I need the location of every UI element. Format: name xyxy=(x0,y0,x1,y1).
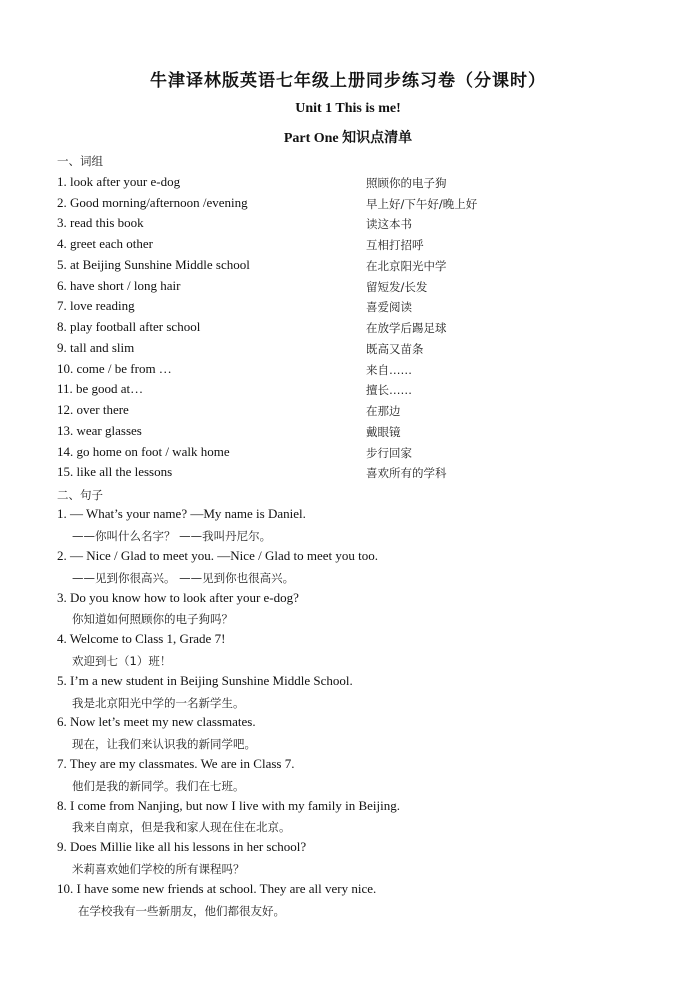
sentence-en: 3. Do you know how to look after your e-dog? xyxy=(57,590,299,605)
sentence-en: 8. I come from Nanjing, but now I live with my family in Beijing. xyxy=(57,798,401,813)
phrase-en: 14. go home on foot / walk home xyxy=(57,444,230,459)
phrase-en: 5. at Beijing Sunshine Middle school xyxy=(57,257,250,272)
phrase-en: 3. read this book xyxy=(57,215,144,230)
sentence-en: 4. Welcome to Class 1, Grade 7! xyxy=(57,631,226,646)
sentence-en: 5. I’m a new student in Beijing Sunshine Middle School. xyxy=(57,673,353,688)
phrase-cn: 在北京阳光中学 xyxy=(366,259,447,273)
sentence-cn: 米莉喜欢她们学校的所有课程吗？ xyxy=(72,862,245,876)
phrase-cn: 步行回家 xyxy=(366,446,412,460)
phrase-en: 12. over there xyxy=(57,402,129,417)
phrase-en: 10. come / be from … xyxy=(57,361,172,376)
phrase-en: 13. wear glasses xyxy=(57,423,142,438)
sentence-en: 2. — Nice / Glad to meet you. —Nice / Glad to meet you too. xyxy=(57,548,378,563)
phrase-en: 8. play football after school xyxy=(57,319,201,334)
sentence-en: 7. They are my classmates. We are in Class 7. xyxy=(57,756,295,771)
phrase-en: 7. love reading xyxy=(57,298,135,313)
sentence-cn: 在学校我有一些新朋友，他们都很友好。 xyxy=(78,904,285,918)
phrase-en: 1. look after your e-dog xyxy=(57,174,181,189)
sentence-cn: 欢迎到七（1）班！ xyxy=(72,654,172,668)
phrase-cn: 在那边 xyxy=(366,404,401,418)
phrase-cn: 互相打招呼 xyxy=(366,238,424,252)
phrase-en: 2. Good morning/afternoon /evening xyxy=(57,195,248,210)
phrase-en: 4. greet each other xyxy=(57,236,154,251)
phrase-cn: 既高又苗条 xyxy=(366,342,424,356)
phrase-en: 6. have short / long hair xyxy=(57,278,181,293)
phrase-cn: 照顾你的电子狗 xyxy=(366,176,447,190)
phrase-cn: 留短发/长发 xyxy=(366,280,428,294)
sentence-en: 6. Now let’s meet my new classmates. xyxy=(57,714,256,729)
phrase-cn: 早上好/下午好/晚上好 xyxy=(366,197,478,211)
sentence-cn: 他们是我的新同学。我们在七班。 xyxy=(72,779,245,793)
sentence-cn: ——见到你很高兴。 ——见到你也很高兴。 xyxy=(72,571,295,585)
sentence-cn: 我来自南京，但是我和家人现在住在北京。 xyxy=(72,820,291,834)
phrase-cn: 擅长…… xyxy=(366,383,412,397)
sentence-cn: 你知道如何照顾你的电子狗吗？ xyxy=(72,612,233,626)
phrase-cn: 喜爱阅读 xyxy=(366,300,412,314)
sentence-cn: ——你叫什么名字？ ——我叫丹尼尔。 xyxy=(72,529,272,543)
phrase-en: 15. like all the lessons xyxy=(57,464,173,479)
document-title: 牛津译林版英语七年级上册同步练习卷（分课时） xyxy=(150,71,546,91)
phrase-en: 9. tall and slim xyxy=(57,340,135,355)
sentence-en: 1. — What’s your name? —My name is Daniel. xyxy=(57,506,306,521)
phrase-cn: 来自…… xyxy=(366,363,412,377)
phrase-cn: 在放学后踢足球 xyxy=(366,321,447,335)
sentence-cn: 现在，让我们来认识我的新同学吧。 xyxy=(72,737,256,751)
phrase-cn: 读这本书 xyxy=(366,217,412,231)
phrase-cn: 喜欢所有的学科 xyxy=(366,466,447,480)
sentences-heading: 二、句子 xyxy=(57,488,103,502)
sentence-en: 10. I have some new friends at school. They are all very nice. xyxy=(57,881,377,896)
phrase-en: 11. be good at… xyxy=(57,381,144,396)
unit-heading: Unit 1 This is me! xyxy=(295,101,401,116)
part-heading: Part One 知识点清单 xyxy=(283,131,413,146)
phrases-heading: 一、词组 xyxy=(57,154,103,168)
sentence-cn: 我是北京阳光中学的一名新学生。 xyxy=(72,696,245,710)
sentence-en: 9. Does Millie like all his lessons in her school? xyxy=(57,839,307,854)
phrase-cn: 戴眼镜 xyxy=(366,425,401,439)
